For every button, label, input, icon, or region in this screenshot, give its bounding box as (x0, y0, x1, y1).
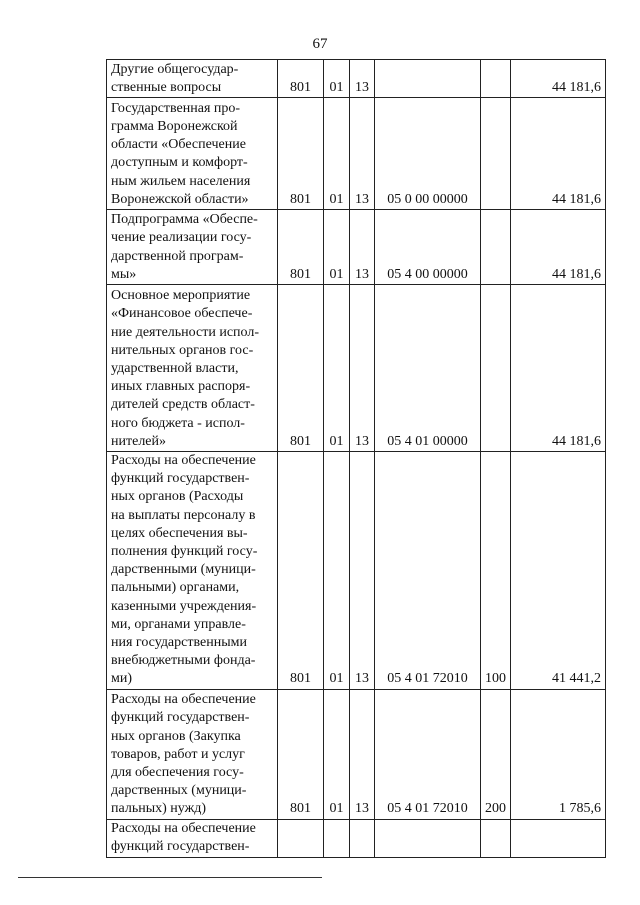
ministry-code: 801 (278, 60, 324, 98)
table-row (107, 452, 606, 690)
table-row (107, 285, 606, 452)
table-row (107, 819, 606, 857)
row-name: Государственная про- грамма Воронежской области «Обеспечение доступным и комфорт- ным жильем населения Воронежской области» (111, 100, 251, 207)
section-code: 01 (324, 452, 350, 690)
table-row (107, 689, 606, 819)
row-name: Расходы на обеспечение функций государствен- ных органов (Расходы на выплаты персоналу в целях обеспечения вы- полнения функций госу- дарственными (муници- пальными) органами, казенными учреждения- ми, органами управле- ния государственными внебюджетными фонда- ми) (111, 453, 258, 687)
target-article-code: 05 4 00 00000 (375, 210, 481, 285)
ministry-code: 801 (278, 98, 324, 210)
subsection-code: 13 (350, 285, 375, 452)
section-code: 01 (324, 689, 350, 819)
subsection-code: 13 (350, 210, 375, 285)
expense-type-code (481, 285, 511, 452)
page-number: 67 (312, 36, 328, 52)
target-article-code: 05 4 01 00000 (375, 285, 481, 452)
subsection-code: 13 (350, 452, 375, 690)
target-article-code (375, 60, 481, 98)
ministry-code (278, 819, 324, 857)
table-row (107, 60, 606, 98)
ministry-code: 801 (278, 285, 324, 452)
amount: 44 181,6 (511, 285, 606, 452)
footer-divider (18, 877, 322, 878)
expense-type-code: 100 (481, 452, 511, 690)
ministry-code: 801 (278, 210, 324, 285)
target-article-code: 05 4 01 72010 (375, 689, 481, 819)
section-code: 01 (324, 60, 350, 98)
subsection-code: 13 (350, 689, 375, 819)
expense-type-code (481, 98, 511, 210)
expense-type-code: 200 (481, 689, 511, 819)
row-name-cell (107, 210, 278, 285)
amount: 41 441,2 (511, 452, 606, 690)
table-row (107, 98, 606, 210)
row-name: Расходы на обеспечение функций государствен- (111, 821, 256, 855)
ministry-code: 801 (278, 689, 324, 819)
expense-type-code (481, 210, 511, 285)
section-code: 01 (324, 285, 350, 452)
section-code (324, 819, 350, 857)
row-name-cell (107, 452, 278, 690)
amount: 44 181,6 (511, 98, 606, 210)
expense-type-code (481, 819, 511, 857)
target-article-code (375, 819, 481, 857)
subsection-code: 13 (350, 60, 375, 98)
amount: 1 785,6 (511, 689, 606, 819)
target-article-code: 05 0 00 00000 (375, 98, 481, 210)
row-name-cell (107, 60, 278, 98)
row-name-cell (107, 819, 278, 857)
amount: 44 181,6 (511, 210, 606, 285)
table-row (107, 210, 606, 285)
ministry-code: 801 (278, 452, 324, 690)
budget-table (106, 59, 606, 858)
row-name-cell (107, 689, 278, 819)
section-code: 01 (324, 210, 350, 285)
row-name-cell (107, 285, 278, 452)
row-name-cell (107, 98, 278, 210)
amount (511, 819, 606, 857)
target-article-code: 05 4 01 72010 (375, 452, 481, 690)
subsection-code: 13 (350, 98, 375, 210)
row-name: Основное мероприятие «Финансовое обеспече- ние деятельности испол- нительных органов гос- ударственной власти, иных главных распоря- дителей средств област- ного бюджета - испол- нителей» (111, 288, 260, 449)
row-name: Подпрограмма «Обеспе- чение реализации госу- дарственной програм- мы» (111, 212, 258, 282)
section-code: 01 (324, 98, 350, 210)
subsection-code (350, 819, 375, 857)
amount: 44 181,6 (511, 60, 606, 98)
expense-type-code (481, 60, 511, 98)
row-name: Другие общегосудар- ственные вопросы (111, 61, 239, 95)
row-name: Расходы на обеспечение функций государствен- ных органов (Закупка товаров, работ и услуг для обеспечения госу- дарственных (муници- пальных) нужд) (111, 692, 256, 817)
